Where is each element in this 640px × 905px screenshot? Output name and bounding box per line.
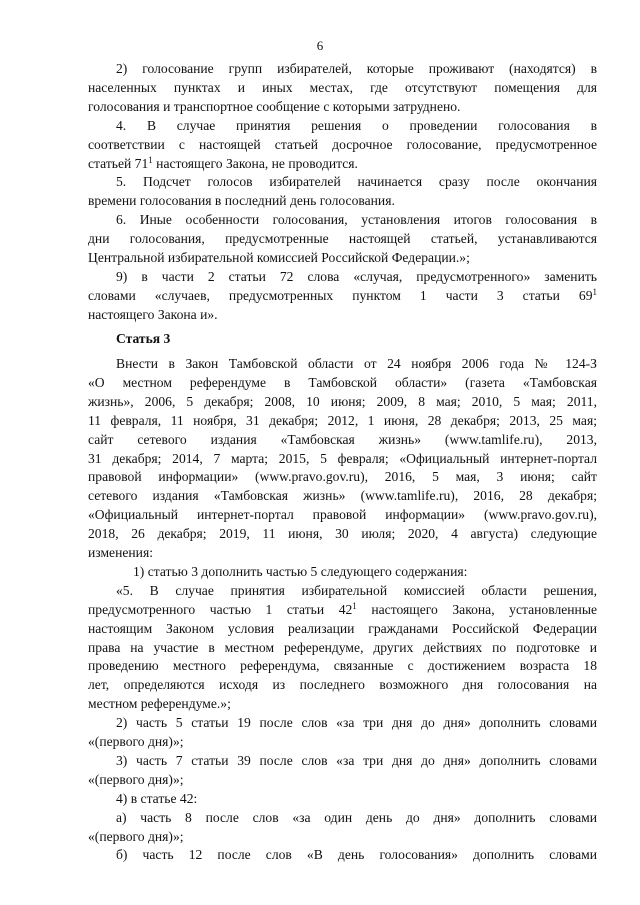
line-text: 3) часть 7 статьи 39 после слов «за три дня до дня» дополнить словами (116, 752, 597, 768)
text-line (88, 601, 597, 618)
text-line (116, 117, 597, 134)
text-line (88, 639, 597, 656)
line-text: 31 декабря; 2014, 7 марта; 2015, 5 февраля; «Официальный интернет-портал (88, 450, 597, 466)
line-text: настоящим Законом условия реализации гражданами Российской Федерации (88, 620, 597, 636)
line-text: соответствии с настоящей статьей досрочное голосование, предусмотренное (88, 136, 597, 152)
line-text: 2) часть 5 статьи 19 после слов «за три дня до дня» дополнить словами (116, 715, 597, 731)
text-line (88, 192, 597, 209)
text-line (88, 468, 597, 485)
line-text: «Официальный интернет-портал правовой информации» (www.pravo.gov.ru), (88, 507, 597, 523)
text-line (133, 563, 597, 580)
text-line (116, 211, 597, 228)
line-text: «(первого дня)»; (88, 828, 184, 844)
text-line (88, 544, 597, 561)
line-text: лет, определяются исходя из последнего возможного дня голосования на (88, 677, 597, 693)
line-text: словами «случаев, предусмотренных пунктом 1 части 3 статьи 69 (88, 287, 593, 303)
text-line (88, 374, 597, 391)
line-text: 9) в части 2 статьи 72 слова «случая, предусмотренного» заменить (116, 268, 597, 284)
line-text: 2) голосование групп избирателей, которые проживают (находятся) в (116, 61, 597, 76)
text-line (116, 790, 597, 807)
superscript: 1 (148, 154, 153, 165)
page-number: 6 (316, 38, 324, 53)
line-text: жизнь», 2006, 5 декабря; 2008, 10 июня; 2009, 8 мая; 2010, 5 мая; 2011, (88, 393, 597, 409)
line-text: местном референдуме.»; (88, 696, 231, 712)
text-line (116, 173, 597, 190)
line-text: 6. Иные особенности голосования, установления итогов голосования в (116, 212, 597, 228)
line-text: времени голосования в последний день голосования. (88, 193, 395, 209)
line-text: предусмотренного частью 1 статьи 42 (88, 601, 353, 617)
superscript: 1 (352, 600, 357, 611)
text-line (116, 355, 597, 372)
text-line (116, 752, 597, 769)
text-line (88, 230, 597, 247)
text-line (88, 431, 597, 448)
text-line (88, 306, 597, 323)
line-text: 1) статью 3 дополнить частью 5 следующего содержания: (133, 563, 468, 579)
line-text: 5. Подсчет голосов избирателей начинается сразу после окончания (116, 174, 597, 190)
line-text: изменения: (88, 545, 153, 560)
text-line (88, 79, 597, 96)
line-text-continued: настоящего Закона, установленные (356, 601, 597, 617)
line-text: сайт сетевого издания «Тамбовская жизнь» (www.tamlife.ru), 2013, (88, 431, 597, 447)
text-line (88, 450, 597, 467)
text-line (88, 412, 597, 429)
line-text: «(первого дня)»; (88, 771, 184, 787)
line-text: населенных пунктах и иных местах, где отсутствуют помещения для (88, 79, 597, 95)
line-text: 4. В случае принятия решения о проведении голосования в (116, 117, 597, 133)
text-line (88, 695, 597, 712)
text-line (116, 268, 597, 285)
text-line (116, 714, 597, 731)
line-text: правовой информации» (www.pravo.gov.ru), 2016, 5 мая, 3 июня; сайт (88, 469, 597, 485)
line-text: Внести в Закон Тамбовской области от 24 ноября 2006 года № 124-З (116, 356, 597, 371)
text-line (88, 676, 597, 693)
line-text: Центральной избирательной комиссией Российской Федерации.»; (88, 250, 470, 265)
text-line (88, 249, 597, 266)
text-line (88, 525, 597, 542)
text-line (116, 846, 597, 863)
text-line (88, 98, 597, 115)
text-line (88, 733, 597, 750)
text-line (88, 136, 597, 153)
line-text: 11 февраля, 11 ноября, 31 декабря; 2012, 1 июня, 28 декабря; 2013, 25 мая; (88, 412, 597, 428)
text-line (88, 771, 597, 788)
text-line (88, 828, 597, 845)
text-line (88, 506, 597, 523)
line-text: проведению местного референдума, связанные с достижением возраста 18 (88, 658, 597, 674)
text-line (88, 657, 597, 674)
line-text: «(первого дня)»; (88, 734, 184, 749)
text-line (116, 60, 597, 77)
text-line (88, 393, 597, 410)
article-heading: Статья 3 (116, 331, 171, 346)
line-text: права на участие в местном референдуме, других действиях по подготовке и (88, 639, 597, 655)
text-line (116, 809, 597, 826)
line-text: б) часть 12 после слов «В день голосования» дополнить словами (116, 847, 597, 863)
line-text: «О местном референдуме в Тамбовской области» (газета «Тамбовская (88, 374, 597, 390)
line-text: статьей 71 (88, 155, 149, 171)
line-text: 2018, 26 декабря; 2019, 11 июня, 30 июля; 2020, 4 августа) следующие (88, 526, 597, 542)
text-line (116, 582, 597, 599)
text-line (88, 620, 597, 637)
text-line (88, 487, 597, 504)
line-text: настоящего Закона и». (88, 306, 218, 322)
line-text: дни голосования, предусмотренные настоящей статьей, устанавливаются (88, 231, 597, 247)
line-text: «5. В случае принятия избирательной комиссией области решения, (116, 582, 597, 598)
text-line (88, 287, 597, 304)
superscript: 1 (592, 286, 597, 297)
line-text: голосования и транспортное сообщение с которыми затруднено. (88, 98, 461, 114)
line-text-continued: настоящего Закона, не проводится. (152, 155, 358, 171)
line-text: сетевого издания «Тамбовская жизнь» (www.tamlife.ru), 2016, 28 декабря; (88, 488, 597, 504)
line-text: а) часть 8 после слов «за один день до дня» дополнить словами (116, 809, 597, 825)
line-text: 4) в статье 42: (116, 790, 198, 806)
text-line (88, 155, 597, 172)
